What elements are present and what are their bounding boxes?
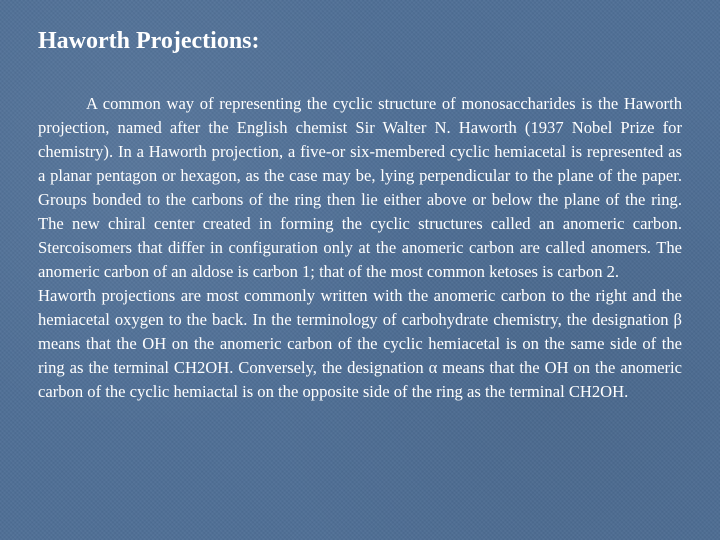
body-paragraph-1: A common way of representing the cyclic structure of monosaccharides is the Haworth projection, named after the English chemist Sir Walter N. Haworth (1937 Nobel Prize for chemistry). In a Haworth projection, a five-or six-membered cyclic hemiacetal is represented as a planar pentagon or hexagon, as the case may be, lying perpendicular to the plane of the paper. Groups bonded to the carbons of the ring then lie either above or below the plane of the ring. The new chiral center created in forming the cyclic structures called an anomeric carbon. Stercoisomers that differ in configuration only at the anomeric carbon are called anomers. The anomeric carbon of an aldose is carbon 1; that of the most common ketoses is carbon 2. <box>38 94 682 281</box>
slide-body <box>38 92 682 404</box>
slide-title: Haworth Projections: <box>38 28 260 54</box>
body-paragraph-2: Haworth projections are most commonly written with the anomeric carbon to the right and the hemiacetal oxygen to the back. In the terminology of carbohydrate chemistry, the designation β means that the OH on the anomeric carbon of the cyclic hemiacetal is on the same side of the ring as the terminal CH2OH. Conversely, the designation α means that the OH on the anomeric carbon of the cyclic hemiactal is on the opposite side of the ring as the terminal CH2OH. <box>38 286 682 401</box>
